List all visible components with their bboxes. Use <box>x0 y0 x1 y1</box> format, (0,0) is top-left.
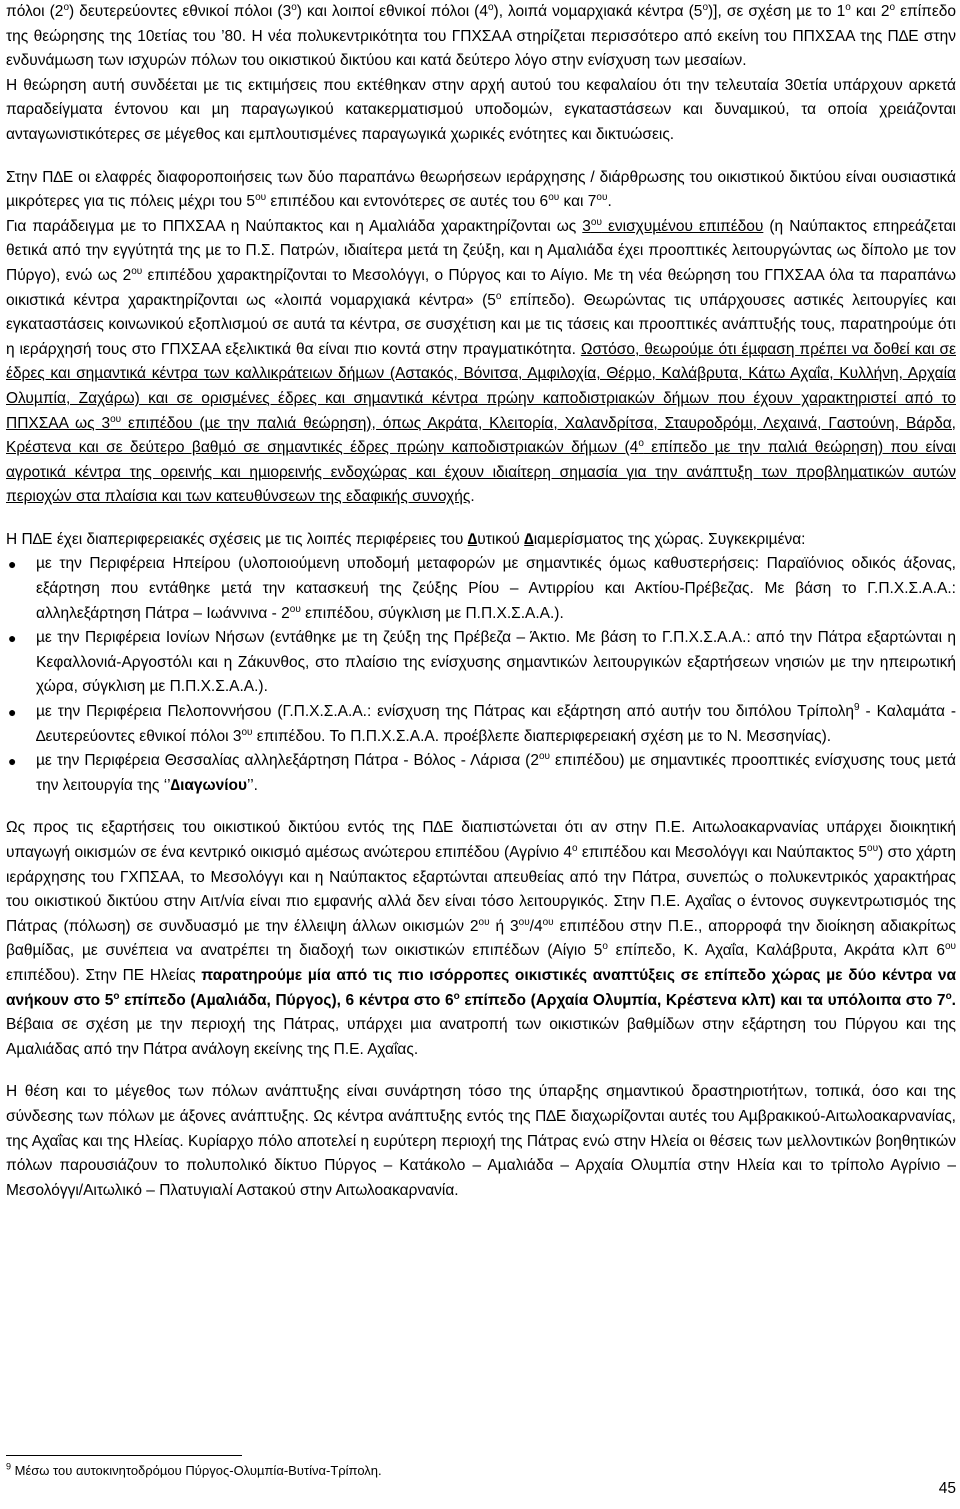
text: πόλοι (2 <box>6 3 64 20</box>
page-number: 45 <box>938 1480 956 1497</box>
paragraph-gap <box>6 1062 956 1080</box>
text: . <box>951 991 956 1009</box>
footnote-text: Μέσω του αυτοκινητοδρόµου Πύργος-Ολυµπία-Βυτίνα-Τρίπολη. <box>11 1463 382 1478</box>
text: επίπεδο (Αρχαία Ολυµπία, Κρέστενα κλπ) και τα υπόλοιπα στο 7 <box>459 991 946 1009</box>
text: επιπέδου χαρακτηρίζονται το Μεσολόγγι, ο Πύργος και το Αίγιο. Με τη νέα θεώρηση του ΓΠΧΣΑΑ όλα τα παραπάνω οικιστικά κέντρα χαρακτηρίζονται ως «λοιπά νοµαρχιακά κέντρα» (5 <box>6 266 956 309</box>
text: και 7 <box>559 193 597 211</box>
text: )], σε σχέση µε το 1 <box>708 3 846 20</box>
superscript: ου <box>596 192 608 203</box>
list-item <box>6 626 956 700</box>
text: Για παράδειγµα µε το ΠΠΧΣΑΑ η Ναύπακτος και η Αµαλιάδα χαρακτηρίζονται ως <box>6 217 583 235</box>
text: επίπεδο µε την παλιά θεώρηση) που είναι αγροτικά κέντρα της ορεινής και ηµιορεινής ενδοχώρας και έχουν ιδιαίτερη σηµασία για την ανάπτυξη των προβληµατικών αυτών περιοχών στα πλαίσια και των κατευθύνσεων της εδαφικής συνοχής <box>6 439 957 506</box>
superscript: ο <box>945 990 952 1002</box>
text: ενισχυµένου επιπέδου <box>601 217 764 235</box>
text: επίπεδο, Κ. Αχαΐα, Καλάβρυτα, Ακράτα κλπ 6 <box>607 942 945 960</box>
text: ) δευτερεύοντες εθνικοί πόλοι (3 <box>69 3 292 20</box>
text: ) και λοιποί εθνικοί πόλοι (4 <box>296 3 488 20</box>
superscript: ο <box>487 1 494 13</box>
text: επίπεδο (Αµαλιάδα, Πύργος), 6 κέντρα στο 6 <box>119 991 454 1009</box>
text: ’’. <box>247 776 258 794</box>
text: ) στο χάρτη ιεράρχησης του ΓΧΠΣΑΑ, το Μεσολόγγι και η Ναύπακτος εξαρτώνται απευθείας από την Πάτρα, συνεπώς ο πολυκεντρικός χαρακτήρας του οικιστικού δικτύου στην Αιτ/νία είναι πιο εµφανής αλλά δεν είναι τόσο λειτουργικός. Στην Π.Ε. Αχαΐας ο έντονος συγκεντρωτισµός της Πάτρας (πόλωση) σε συνδυασµό µε την έλλειψη άλλων οικισµών 2 <box>6 844 957 935</box>
footnote-ref[interactable]: 9 <box>854 701 860 713</box>
bullet-list <box>6 552 956 798</box>
bullet-icon: ● <box>8 753 17 770</box>
underlined-text <box>6 341 956 506</box>
text: Ωστόσο, θεωρούµε ότι έµφαση πρέπει να δοθεί και σε έδρες και σηµαντικά κέντρα των καλλικράτειων δήµων (Αστακός, Βόνιτσα, Αµφιλοχία, Θέρµο, Καλάβρυτα, Κάτω Αχαΐα, Κυλλήνη, Αρχαία Ολυµπία, Ζαχάρω) και σε ορισµένες έδρες και σηµαντικά κέντρα πρώην καποδιστριακών δήµων που έχουν χαρακτηριστεί από το ΠΠΧΣΑΑ ως 3 <box>6 340 956 432</box>
superscript: ου <box>131 265 143 277</box>
bullet-icon: ● <box>8 704 17 721</box>
text: και 2 <box>850 3 890 20</box>
footnote <box>6 1462 382 1480</box>
superscript: ο <box>63 1 69 13</box>
text: επιπέδου. Το Π.Π.Χ.Σ.Α.Α. προέβλεπε διαπεριφερειακή σχέση µε το Ν. Μεσσηνίας). <box>252 727 832 745</box>
paragraph-gap <box>6 510 956 528</box>
text: υτικού <box>477 530 525 548</box>
text: /4 <box>529 917 543 935</box>
text: επιπέδου (µε την παλιά θεώρηση), όπως Ακράτα, Κλειτορία, Χαλανδρίτσα, Σταυροδρόµι, Λεχαινά, Γαστούνη, Βάρδα, Κρέστενα και σε δεύτερο βαθµό σε σηµαντικές έδρες πρώην καποδιστριακών δήµων (4 <box>6 414 956 457</box>
text: ή 3 <box>489 917 519 935</box>
superscript: ου <box>518 916 530 928</box>
text: µε την Περιφέρεια Πελοποννήσου (Γ.Π.Χ.Σ.Α.Α.: ενίσχυση της Πάτρας και εξάρτηση από αυτήν του διπόλου Τρίπολη <box>36 703 855 721</box>
text: επίπεδο). Θεωρώντας τις υπάρχουσες αστικές λειτουργίες και εγκαταστάσεις κοινωνικού εξοπλισµού σε αυτά τα κέντρα, σε συσχέτιση και µε τις τάσεις και προοπτικές ανάπτυξής τους, παρατηρούµε ότι η ιεράρχησή τους στο ΓΠΧΣΑΑ εξελικτικά θα είναι πιο κοντά στην πραγµατικότητα. <box>6 291 957 358</box>
list-item <box>6 749 956 798</box>
text: ), λοιπά νοµαρχιακά κέντρα (5 <box>493 3 703 20</box>
superscript: ο <box>571 842 578 854</box>
text: ιαµερίσµατος της χώρας. Συγκεκριµένα: <box>533 530 806 548</box>
bold-letter: ∆ <box>467 530 478 548</box>
superscript: ο <box>845 1 851 13</box>
superscript: ο <box>113 990 120 1002</box>
footnote-number: 9 <box>6 1461 12 1472</box>
superscript: ου <box>255 192 267 203</box>
superscript: ου <box>548 192 560 203</box>
paragraph-2 <box>6 166 956 510</box>
text: Η Π∆Ε έχει διαπεριφερειακές σχέσεις µε τις λοιπές περιφέρειες του <box>6 530 468 548</box>
text: Η θεώρηση αυτή συνδέεται µε τις εκτιµήσεις που εκτέθηκαν στην αρχή αυτού του κεφαλαίου ότι την τελευταία 30ετία υπάρχουν αρκετά παραδείγµατα έντονου και µη παραγωγικού κατακερµατισµού υποδοµών, εγκαταστάσεων και δυναµικού, τα οποία χρειάζονται ανταγωνιστικότερες σε µέγεθος και εµπλουτισµένες παραγωγικά χωρικές ενότητες και δικτυώσεις. <box>6 76 956 143</box>
document-page <box>6 0 956 1203</box>
bullet-icon: ● <box>8 630 17 647</box>
text: Ως προς τις εξαρτήσεις του οικιστικού δικτύου εντός της Π∆Ε διαπιστώνεται ότι αν στην Π.Ε. Αιτωλοακαρνανίας υπάρχει διοικητική υπαγωγή οικισµών σε ένα κεντρικό οικισµό αµέσως ανώτερου επιπέδου (Αγρίνιο 4 <box>6 819 956 861</box>
paragraph-gap <box>6 798 956 816</box>
footnote-divider <box>6 1455 242 1456</box>
list-item <box>6 552 956 626</box>
superscript: ο <box>602 941 608 953</box>
text: επιπέδου στην Π.Ε., απορροφά την διοίκηση αδιακρίτως βαθµίδας, µε συνέπεια να ανατρέπει τη διαδοχή των οικιστικών επιπέδων (Αίγιο 5 <box>6 917 956 960</box>
superscript: ου <box>867 842 879 854</box>
text: . <box>607 193 612 211</box>
superscript: ο <box>495 290 502 302</box>
underlined-text <box>582 218 763 235</box>
text: Στην Π∆Ε οι ελαφρές διαφοροποιήσεις των δύο παραπάνω θεωρήσεων ιεράρχησης / διάρθρωσης του οικιστικού δικτύου είναι ουσιαστικά µικρότερες για τις πόλεις µέχρι του 5 <box>6 168 956 211</box>
superscript: ου <box>478 916 490 928</box>
text: µε την Περιφέρεια Θεσσαλίας αλληλεξάρτηση Πάτρα - Βόλος - Λάρισα (2 <box>36 752 539 770</box>
text: επιπέδου) µε σηµαντικές προοπτικές ενίσχυσης τους µετά την λειτουργία της ‘’ <box>36 752 956 794</box>
text: παρατηρούµε µία από τις πιο ισόρροπες οικιστικές αναπτύξεις σε επίπεδο χώρας µε δύο κέντρα να ανήκουν στο 5 <box>6 966 956 1009</box>
paragraph-1 <box>6 0 956 148</box>
paragraph-gap <box>6 148 956 166</box>
text: 3 <box>582 217 591 235</box>
text: . <box>470 488 475 506</box>
superscript: ου <box>289 603 301 615</box>
paragraph-3 <box>6 528 956 553</box>
superscript: ο <box>291 1 297 13</box>
superscript: ο <box>453 990 460 1002</box>
bold-text: ∆ιαγωνίου <box>170 776 248 794</box>
text: επιπέδου). Στην ΠΕ Ηλείας <box>6 966 202 984</box>
text: (η Ναύπακτος επηρεάζεται θετικά από την εγγύτητά της µε το Π.Σ. Πατρών, ιδιαίτερα µετά τη ζεύξη, και η Αµαλιάδα έχει προοπτικές λειτουργώντας ως δίπολο µε τον Πύργο), ενώ ως 2 <box>6 217 956 284</box>
superscript: ο <box>702 1 708 13</box>
superscript: ο <box>889 1 896 13</box>
text: - Καλαµάτα - ∆ευτερεύοντες εθνικοί πόλοι 3 <box>36 703 956 745</box>
bullet-icon: ● <box>8 556 17 573</box>
paragraph-5 <box>6 1080 956 1203</box>
bold-letter: ∆ <box>524 530 534 548</box>
text: µε την Περιφέρεια Ηπείρου (υλοποιούµενη υποδοµή µεταφορών µε σηµαντικές όµως καθυστερήσεις: Παραϊόνιος οδικός άξονας, εξάρτηση που εντάθηκε µετά την κατασκευή της ζεύξης Ρίου – Αντιρρίου και Ακτίου-Πρέβεζας. Με βάση το Γ.Π.Χ.Σ.Α.Α.: αλληλεξάρτηση Πάτρα – Ιωάννινα - 2 <box>36 555 956 622</box>
text: επιπέδου και Μεσολόγγι και Ναύπακτος 5 <box>577 844 868 861</box>
paragraph-4 <box>6 816 956 1062</box>
text: επιπέδου και εντονότερες σε αυτές του 6 <box>266 193 549 211</box>
superscript: ου <box>110 413 122 425</box>
superscript: ου <box>590 216 602 228</box>
superscript: ου <box>944 941 957 953</box>
text: επιπέδου, σύγκλιση µε Π.Π.Χ.Σ.Α.Α.). <box>300 604 564 622</box>
superscript: ου <box>241 726 253 738</box>
text: Βέβαια σε σχέση µε την περιοχή της Πάτρας, υπάρχει µια ανατροπή των οικιστικών βαθµίδων στην εξάρτηση του Πύργου και της Αµαλιάδας από την Πάτρα ανάλογη εκείνης της Π.Ε. Αχαΐας. <box>6 1016 956 1058</box>
list-item <box>6 700 956 749</box>
text: µε την Περιφέρεια Ιονίων Νήσων (εντάθηκε µε τη ζεύξη της Πρέβεζα – Άκτιο. Με βάση το Γ.Π.Χ.Σ.Α.Α.: από την Πάτρα εξαρτώνται η Κεφαλλονιά-Αργοστόλι και η Ζάκυνθος, στο πλαίσιο της ενίσχυσης σηµαντικών λειτουργικών εξαρτήσεων νησιών µε την ηπειρωτική χώρα, σύγκλιση µε Π.Π.Χ.Σ.Α.Α.). <box>36 629 956 696</box>
superscript: ο <box>638 437 644 449</box>
text: επίπεδο της θεώρησης της 10ετίας του ’80. Η νέα πολυκεντρικότητα του ΓΠΧΣΑΑ στηρίζεται περισσότερο από εκείνη του ΠΠΧΣΑΑ της Π∆Ε στην ενδυνάµωση των ισχυρών πόλων του οικιστικού δικτύου και κατά δεύτερο λόγο στην ενίσχυση των µεσαίων. <box>6 3 957 70</box>
text: Η θέση και το µέγεθος των πόλων ανάπτυξης είναι συνάρτηση τόσο της ύπαρξης σηµαντικού δραστηριοτήτων, τοπικά, όσο και της σύνδεσης των πόλων µε άξονες ανάπτυξης. Ως κέντρα ανάπτυξης εντός της Π∆Ε διαχωρίζονται αυτές του Αµβρακικού-Αιτωλοακαρνανίας, της Αχαΐας και της Ηλείας. Κυρίαρχο πόλο αποτελεί η ευρύτερη περιοχή της Πάτρας ενώ στην Ηλεία οι θέσεις των µελλοντικών βοηθητικών πόλων παρουσιάζουν το πολυπολικό δίκτυο Πύργος – Κατάκολο – Αµαλιάδα – Αρχαία Ολυµπία στην Ηλεία και το τρίπολο Αγρίνιο – Μεσολόγγι/Αιτωλικό – Πλατυγιαλί Αστακού στην Αιτωλοακαρνανία. <box>6 1083 956 1199</box>
superscript: ου <box>542 916 554 928</box>
superscript: ου <box>538 751 550 763</box>
